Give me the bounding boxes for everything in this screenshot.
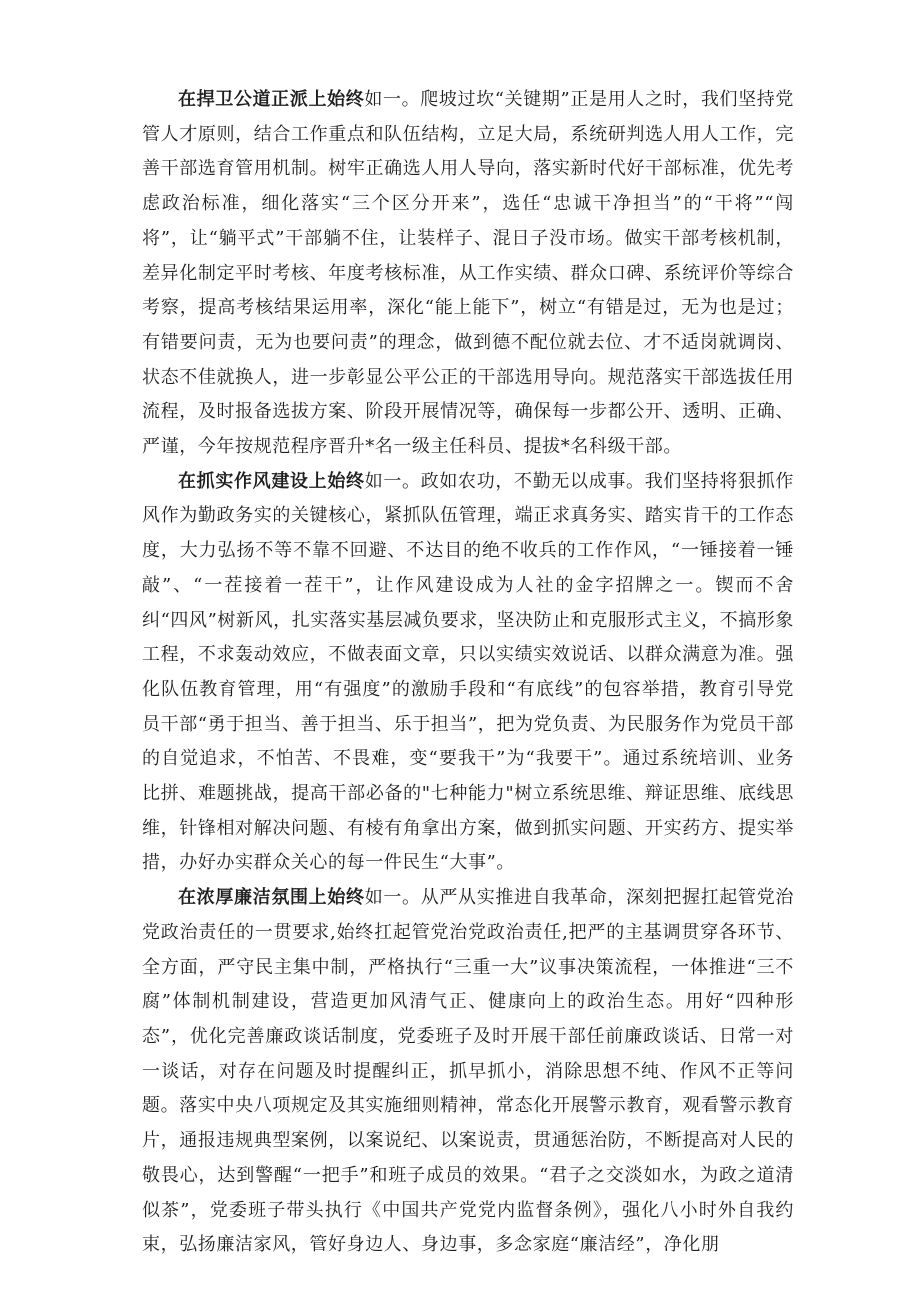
paragraph-text: 如一。爬坡过坎“关键期”正是用人之时，我们坚持党管人才原则，结合工作重点和队伍结构，立足大局，系统研判选人用人工作，完善干部选育管用机制。树牢正确选人用人导向，落实新时代好干部标准，优先考虑政治标准，细化落实“三个区分开来”，选任“忠诚干净担当”的“干将”“闯将”，让“躺平式”干部躺不住，让装样子、混日子没市场。做实干部考核机制，差异化制定平时考核、年度考核标准，从工作实绩、群众口碑、系统评价等综合考察，提高考核结果运用率，深化“能上能下”，树立“有错是过，无为也是过；有错要问责，无为也要问责”的理念，做到德不配位就去位、才不适岗就调岗、状态不佳就换人，进一步彰显公平公正的干部选用导向。规范落实干部选拔任用流程，及时报备选拔方案、阶段开展情况等，确保每一步都公开、透明、正确、严谨，今年按规范程序晋升*名一级主任科员、提拔*名科级干部。 (142, 89, 794, 458)
paragraph-heading: 在浓厚廉洁氛围上始终 (178, 887, 365, 909)
paragraph-fairness (142, 83, 794, 465)
paragraph-work-style (142, 465, 794, 881)
paragraph-text: 如一。从严从实推进自我革命，深刻把握扛起管党治党政治责任的一贯要求,始终扛起管党治党政治责任,把严的主基调贯穿各环节、全方面，严守民主集中制，严格执行“三重一大”议事决策流程，一体推进“三不腐”体制机制建设，营造更加风清气正、健康向上的政治生态。用好“四种形态”，优化完善廉政谈话制度，党委班子及时开展干部任前廉政谈话、日常一对一谈话，对存在问题及时提醒纠正，抓早抓小，消除思想不纯、作风不正等问题。落实中央八项规定及其实施细则精神，常态化开展警示教育，观看警示教育片，通报违规典型案例，以案说纪、以案说责，贯通惩治防，不断提高对人民的敬畏心，达到警醒“一把手”和班子成员的效果。“君子之交淡如水，为政之道清似茶”，党委班子带头执行《中国共产党党内监督条例》，强化八小时外自我约束，弘扬廉洁家风，管好身边人、身边事，多念家庭“廉洁经”，净化朋 (142, 887, 794, 1256)
paragraph-text: 如一。政如农功，不勤无以成事。我们坚持将狠抓作风作为勤政务实的关键核心，紧抓队伍管理，端正求真务实、踏实肯干的工作态度，大力弘扬不等不靠不回避、不达目的绝不收兵的工作作风，“一锤接着一锤敲”、“一茬接着一茬干”，让作风建设成为人社的金字招牌之一。锲而不舍纠“四风”树新风，扎实落实基层减负要求，坚决防止和克服形式主义，不搞形象工程，不求轰动效应，不做表面文章，只以实绩实效说话、以群众满意为准。强化队伍教育管理，用“有强度”的激励手段和“有底线”的包容举措，教育引导党员干部“勇于担当、善于担当、乐于担当”，把为党负责、为民服务作为党员干部的自觉追求，不怕苦、不畏难，变“要我干”为“我要干”。通过系统培训、业务比拼、难题挑战，提高干部必备的"七种能力"树立系统思维、辩证思维、底线思维，针锋相对解决问题、有棱有角拿出方案，做到抓实问题、开实药方、提实举措，办好办实群众关心的每一件民生“大事”。 (142, 470, 795, 874)
paragraph-integrity (142, 881, 794, 1263)
paragraph-heading: 在抓实作风建设上始终 (178, 470, 365, 492)
document-body (142, 83, 794, 1263)
paragraph-heading: 在捍卫公道正派上始终 (178, 89, 365, 110)
